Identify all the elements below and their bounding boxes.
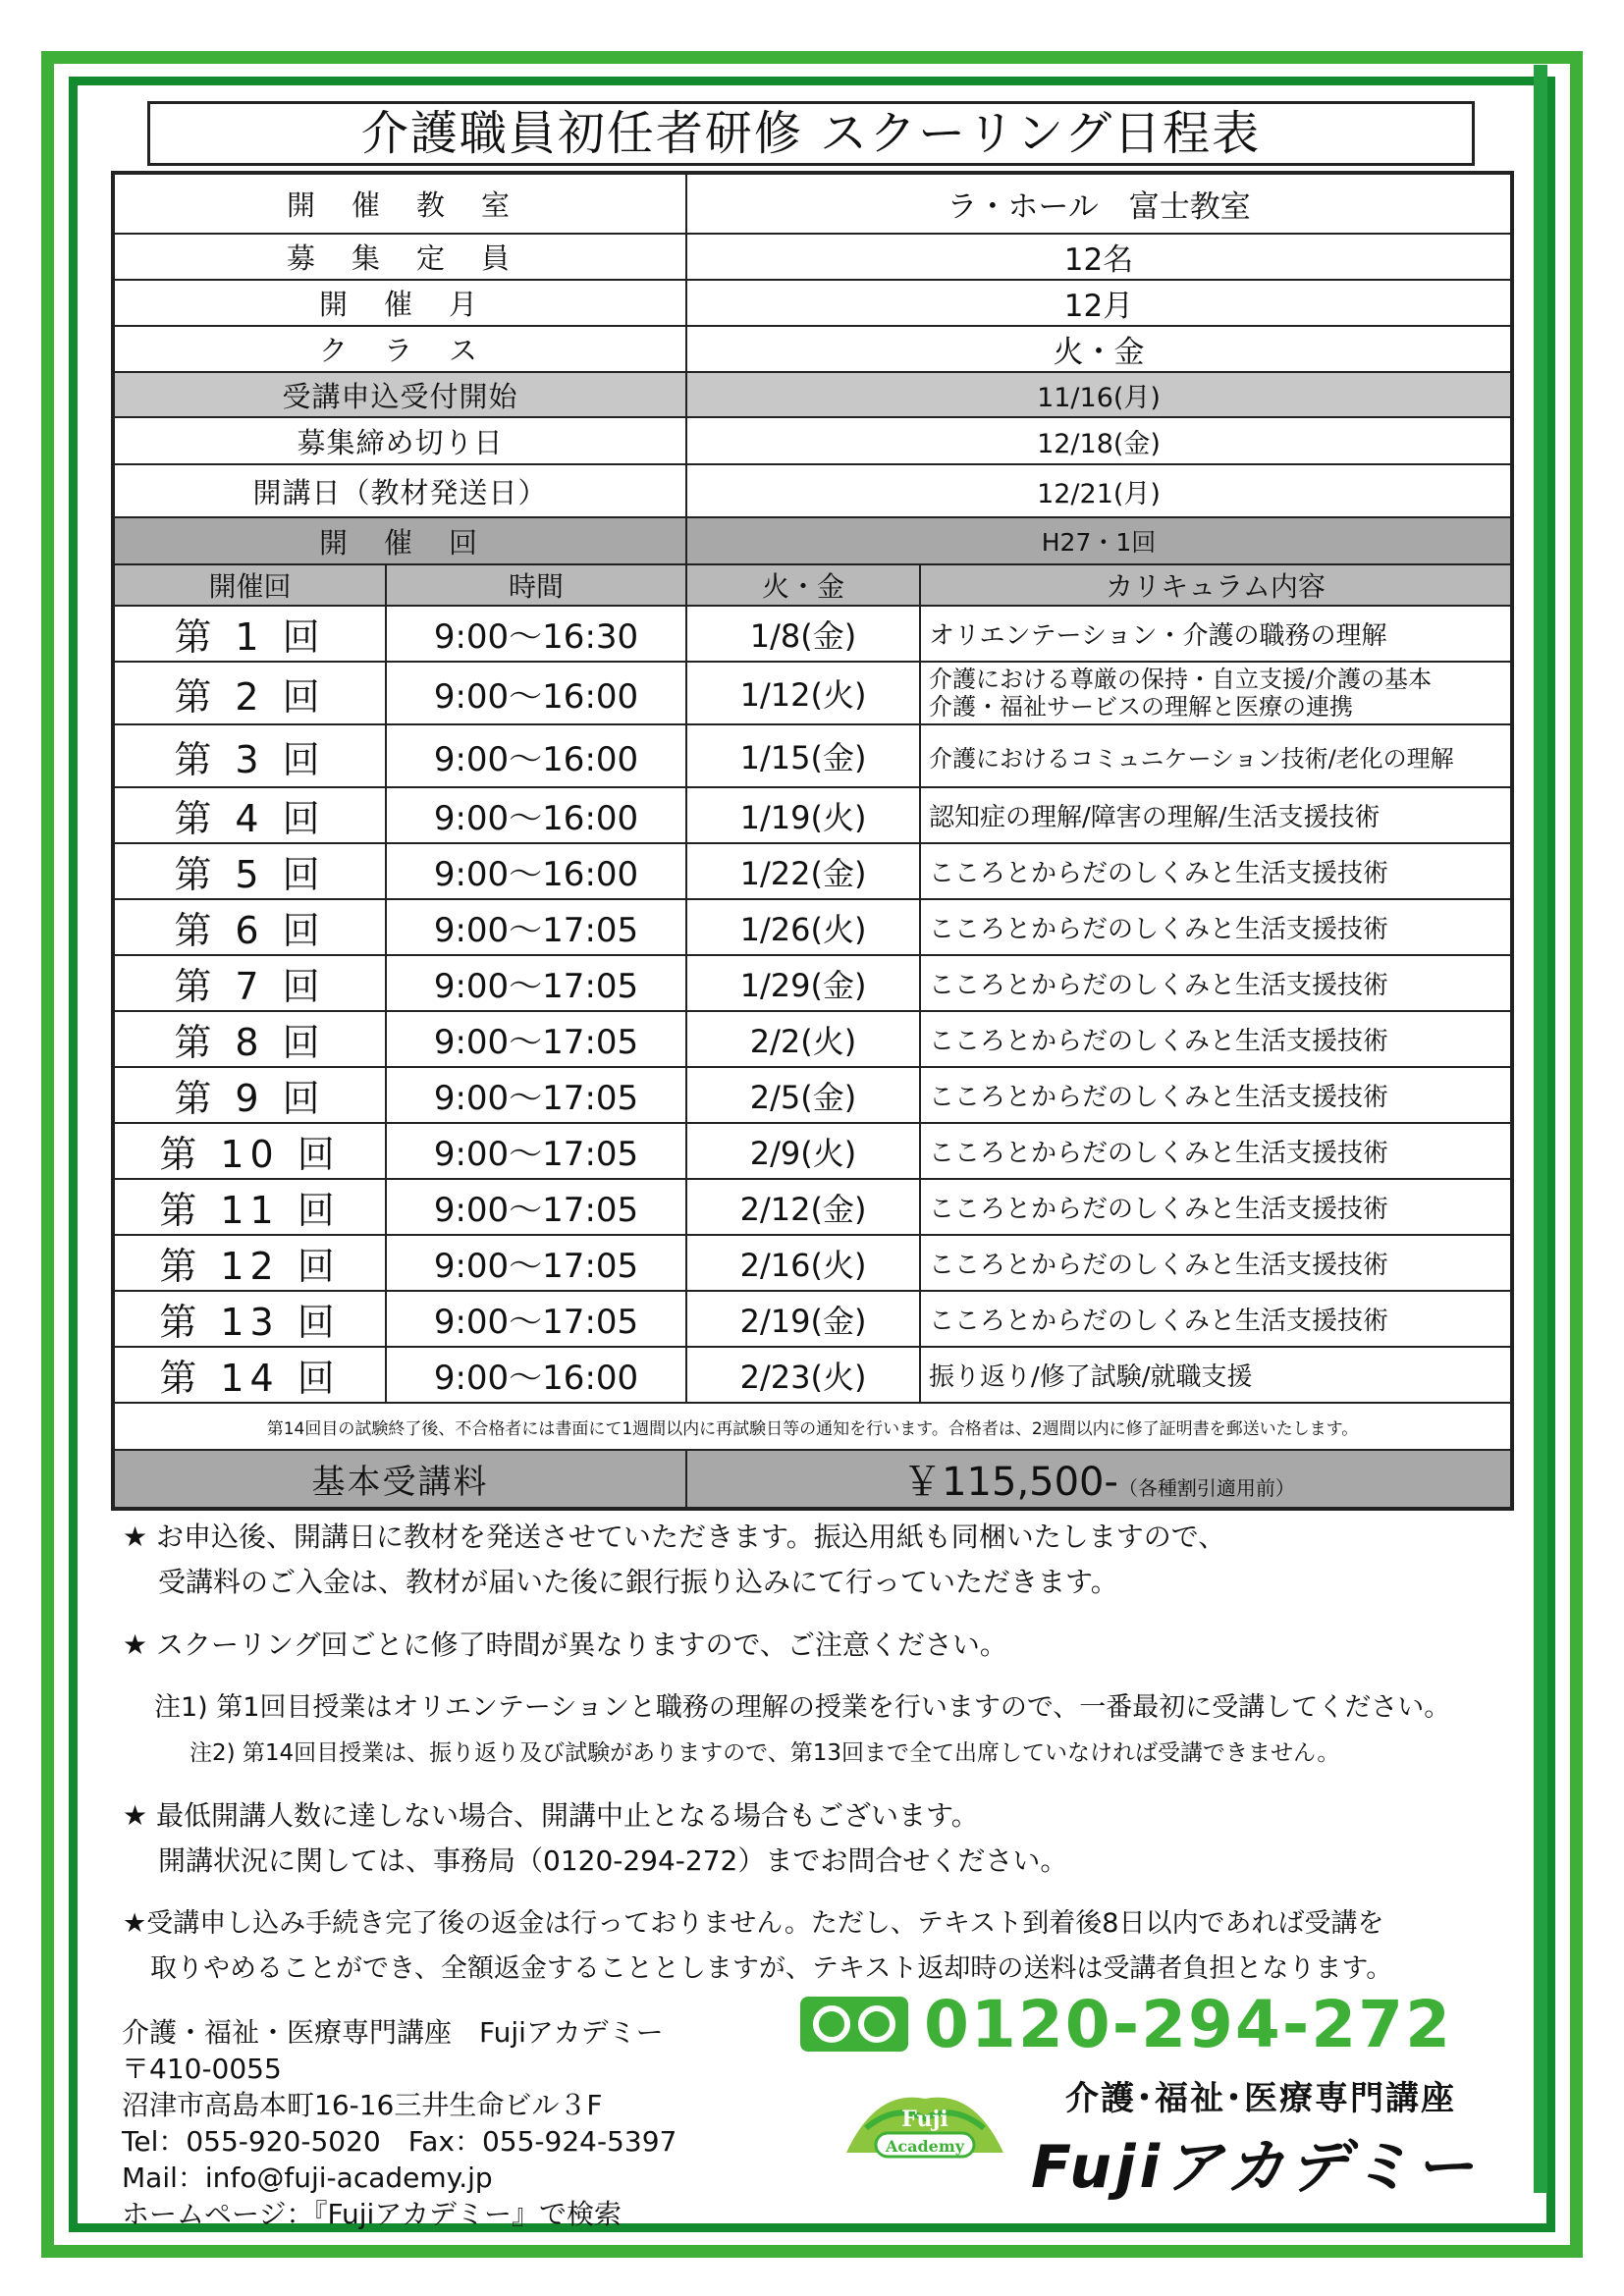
svg-text:Fuji: Fuji <box>901 2107 948 2132</box>
info-label: ク ラ ス <box>113 326 686 372</box>
contact-mail: Mail：info@fuji-academy.jp <box>122 2162 493 2194</box>
fee-amount: ￥115,500- <box>902 1460 1118 1505</box>
fee-label: 基本受講料 <box>113 1450 686 1509</box>
note-inquiry: 開講状況に関しては、事務局（0120-294-272）までお問合せください。 <box>158 1844 1068 1877</box>
fee-note: （各種割引適用前） <box>1117 1476 1295 1500</box>
session-time: 9:00～17:05 <box>386 955 686 1011</box>
contact-org: 介護・福祉・医療専門講座 Fujiアカデミー <box>122 2016 664 2049</box>
info-row-capacity <box>113 234 1512 280</box>
session-time: 9:00～17:05 <box>386 1011 686 1067</box>
table-row <box>113 724 1512 787</box>
session-number: 第 2 回 <box>113 662 386 724</box>
note-last-class: 注2) 第14回目授業は、振り返り及び試験がありますので、第13回まで全て出席していなければ受講できません。 <box>189 1740 1340 1766</box>
session-date: 1/8(金) <box>686 606 920 662</box>
table-row <box>113 1347 1512 1403</box>
session-date: 2/16(火) <box>686 1235 920 1291</box>
session-curriculum: 認知症の理解/障害の理解/生活支援技術 <box>920 787 1512 843</box>
session-date: 1/26(火) <box>686 899 920 955</box>
info-value: 火・金 <box>686 326 1512 372</box>
table-row <box>113 1235 1512 1291</box>
table-row <box>113 1179 1512 1235</box>
session-curriculum: こころとからだのしくみと生活支援技術 <box>920 1235 1512 1291</box>
table-note-row <box>113 1403 1512 1450</box>
session-time: 9:00～16:00 <box>386 1347 686 1403</box>
note-minimum: ★ 最低開講人数に達しない場合、開講中止となる場合もございます。 <box>123 1799 979 1832</box>
freedial-number: 0120-294-272 <box>924 1986 1453 2062</box>
info-value: 12名 <box>686 234 1512 280</box>
session-date: 2/9(火) <box>686 1123 920 1179</box>
table-row <box>113 899 1512 955</box>
header-day: 火・金 <box>686 564 920 606</box>
session-number: 第 10 回 <box>113 1123 386 1179</box>
session-time: 9:00～17:05 <box>386 1235 686 1291</box>
session-curriculum: こころとからだのしくみと生活支援技術 <box>920 843 1512 899</box>
session-time: 9:00～17:05 <box>386 1291 686 1347</box>
session-curriculum: こころとからだのしくみと生活支援技術 <box>920 1291 1512 1347</box>
session-number: 第 14 回 <box>113 1347 386 1403</box>
academy-logo-icon <box>837 2079 1013 2167</box>
info-row-application-start <box>113 372 1512 417</box>
session-time: 9:00～16:00 <box>386 724 686 787</box>
curriculum-line: 介護における尊厳の保持・自立支援/介護の基本 <box>929 666 1433 693</box>
schedule-table <box>111 171 1514 1511</box>
session-date: 1/19(火) <box>686 787 920 843</box>
contact-homepage: ホームページ：『Fujiアカデミー』で検索 <box>122 2198 623 2230</box>
header-session: 開催回 <box>113 564 386 606</box>
curriculum-line: 介護・福祉サービスの理解と医療の連携 <box>929 693 1354 721</box>
notes-section <box>123 1515 1546 1992</box>
fee-row <box>113 1450 1512 1509</box>
info-label: 募 集 定 員 <box>113 234 686 280</box>
info-row-session <box>113 517 1512 564</box>
session-curriculum: こころとからだのしくみと生活支援技術 <box>920 1179 1512 1235</box>
info-label: 開 催 月 <box>113 280 686 326</box>
info-value: H27・1回 <box>686 517 1512 564</box>
session-curriculum: こころとからだのしくみと生活支援技術 <box>920 899 1512 955</box>
contact-postal: 〒410-0055 <box>122 2053 282 2085</box>
table-row <box>113 955 1512 1011</box>
session-date: 1/15(金) <box>686 724 920 787</box>
info-row-classroom <box>113 173 1512 234</box>
session-date: 1/29(金) <box>686 955 920 1011</box>
info-value: 12月 <box>686 280 1512 326</box>
table-row <box>113 1011 1512 1067</box>
session-number: 第 8 回 <box>113 1011 386 1067</box>
info-value: ラ・ホール 富士教室 <box>686 173 1512 234</box>
contact-block <box>122 2014 677 2232</box>
session-date: 2/5(金) <box>686 1067 920 1123</box>
session-number: 第 12 回 <box>113 1235 386 1291</box>
info-value: 11/16(月) <box>686 372 1512 417</box>
page-title: 介護職員初任者研修 スクーリング日程表 <box>147 101 1475 166</box>
session-curriculum: こころとからだのしくみと生活支援技術 <box>920 1067 1512 1123</box>
session-date: 2/12(金) <box>686 1179 920 1235</box>
info-row-start-date <box>113 464 1512 517</box>
table-row <box>113 1067 1512 1123</box>
table-row <box>113 1123 1512 1179</box>
session-number: 第 13 回 <box>113 1291 386 1347</box>
table-note: 第14回目の試験終了後、不合格者には書面にて1週間以内に再試験日等の通知を行います。合格者は、2週間以内に修了証明書を郵送いたします。 <box>113 1403 1512 1450</box>
session-curriculum: こころとからだのしくみと生活支援技術 <box>920 1123 1512 1179</box>
session-curriculum <box>920 662 1512 724</box>
info-row-class <box>113 326 1512 372</box>
session-time: 9:00～16:00 <box>386 787 686 843</box>
session-curriculum: 振り返り/修了試験/就職支援 <box>920 1347 1512 1403</box>
session-time: 9:00～16:30 <box>386 606 686 662</box>
session-number: 第 4 回 <box>113 787 386 843</box>
session-time: 9:00～17:05 <box>386 899 686 955</box>
session-date: 2/23(火) <box>686 1347 920 1403</box>
session-time: 9:00～17:05 <box>386 1179 686 1235</box>
header-time: 時間 <box>386 564 686 606</box>
brand-subtitle: 介護･福祉･医療専門講座 <box>1065 2079 1456 2118</box>
info-label: 受講申込受付開始 <box>113 372 686 417</box>
note-refund-cont: 取りやめることができ、全額返金することとしますが、テキスト返却時の送料は受講者負担となります。 <box>150 1953 1393 1984</box>
svg-text:Academy: Academy <box>885 2137 965 2156</box>
note-first-class: 注1) 第1回目授業はオリエンテーションと職務の理解の授業を行いますので、一番最初に受講してください。 <box>154 1692 1451 1723</box>
freedial-icon <box>800 1997 908 2052</box>
session-curriculum: 介護におけるコミュニケーション技術/老化の理解 <box>920 724 1512 787</box>
session-number: 第 9 回 <box>113 1067 386 1123</box>
session-number: 第 5 回 <box>113 843 386 899</box>
session-time: 9:00～16:00 <box>386 843 686 899</box>
table-row <box>113 662 1512 724</box>
session-curriculum: オリエンテーション・介護の職務の理解 <box>920 606 1512 662</box>
note-end-time: ★ スクーリング回ごとに修了時間が異なりますので、ご注意ください。 <box>123 1629 1007 1661</box>
header-curriculum: カリキュラム内容 <box>920 564 1512 606</box>
brand-name: Fujiアカデミー <box>1031 2133 1478 2202</box>
note-payment: 受講料のご入金は、教材が届いた後に銀行振り込みにて行っていただきます。 <box>158 1566 1118 1598</box>
note-shipping: ★ お申込後、開講日に教材を発送させていただきます。振込用紙も同梱いたしますので、 <box>123 1521 1226 1553</box>
info-row-month <box>113 280 1512 326</box>
session-date: 1/22(金) <box>686 843 920 899</box>
info-row-deadline <box>113 417 1512 464</box>
session-time: 9:00～17:05 <box>386 1123 686 1179</box>
info-value: 12/18(金) <box>686 417 1512 464</box>
contact-address: 沼津市高島本町16-16三井生命ビル３F <box>122 2089 603 2121</box>
info-label: 開 催 回 <box>113 517 686 564</box>
session-number: 第 3 回 <box>113 724 386 787</box>
info-label: 開 催 教 室 <box>113 173 686 234</box>
session-time: 9:00～17:05 <box>386 1067 686 1123</box>
session-number: 第 11 回 <box>113 1179 386 1235</box>
session-date: 2/19(金) <box>686 1291 920 1347</box>
table-row <box>113 606 1512 662</box>
session-number: 第 6 回 <box>113 899 386 955</box>
session-curriculum: こころとからだのしくみと生活支援技術 <box>920 1011 1512 1067</box>
session-date: 2/2(火) <box>686 1011 920 1067</box>
table-row <box>113 843 1512 899</box>
table-row <box>113 787 1512 843</box>
session-curriculum: こころとからだのしくみと生活支援技術 <box>920 955 1512 1011</box>
info-label: 開講日（教材発送日） <box>113 464 686 517</box>
session-number: 第 1 回 <box>113 606 386 662</box>
info-value: 12/21(月) <box>686 464 1512 517</box>
contact-phone-fax: Tel：055-920-5020 Fax：055-924-5397 <box>122 2125 677 2158</box>
table-header-row <box>113 564 1512 606</box>
fee-value <box>686 1450 1512 1509</box>
note-refund: ★受講申し込み手続き完了後の返金は行っておりません。ただし、テキスト到着後8日以内であれば受講を <box>123 1908 1384 1939</box>
info-label: 募集締め切り日 <box>113 417 686 464</box>
freedial <box>800 1985 1452 2063</box>
session-date: 1/12(火) <box>686 662 920 724</box>
session-time: 9:00～16:00 <box>386 662 686 724</box>
session-number: 第 7 回 <box>113 955 386 1011</box>
table-row <box>113 1291 1512 1347</box>
